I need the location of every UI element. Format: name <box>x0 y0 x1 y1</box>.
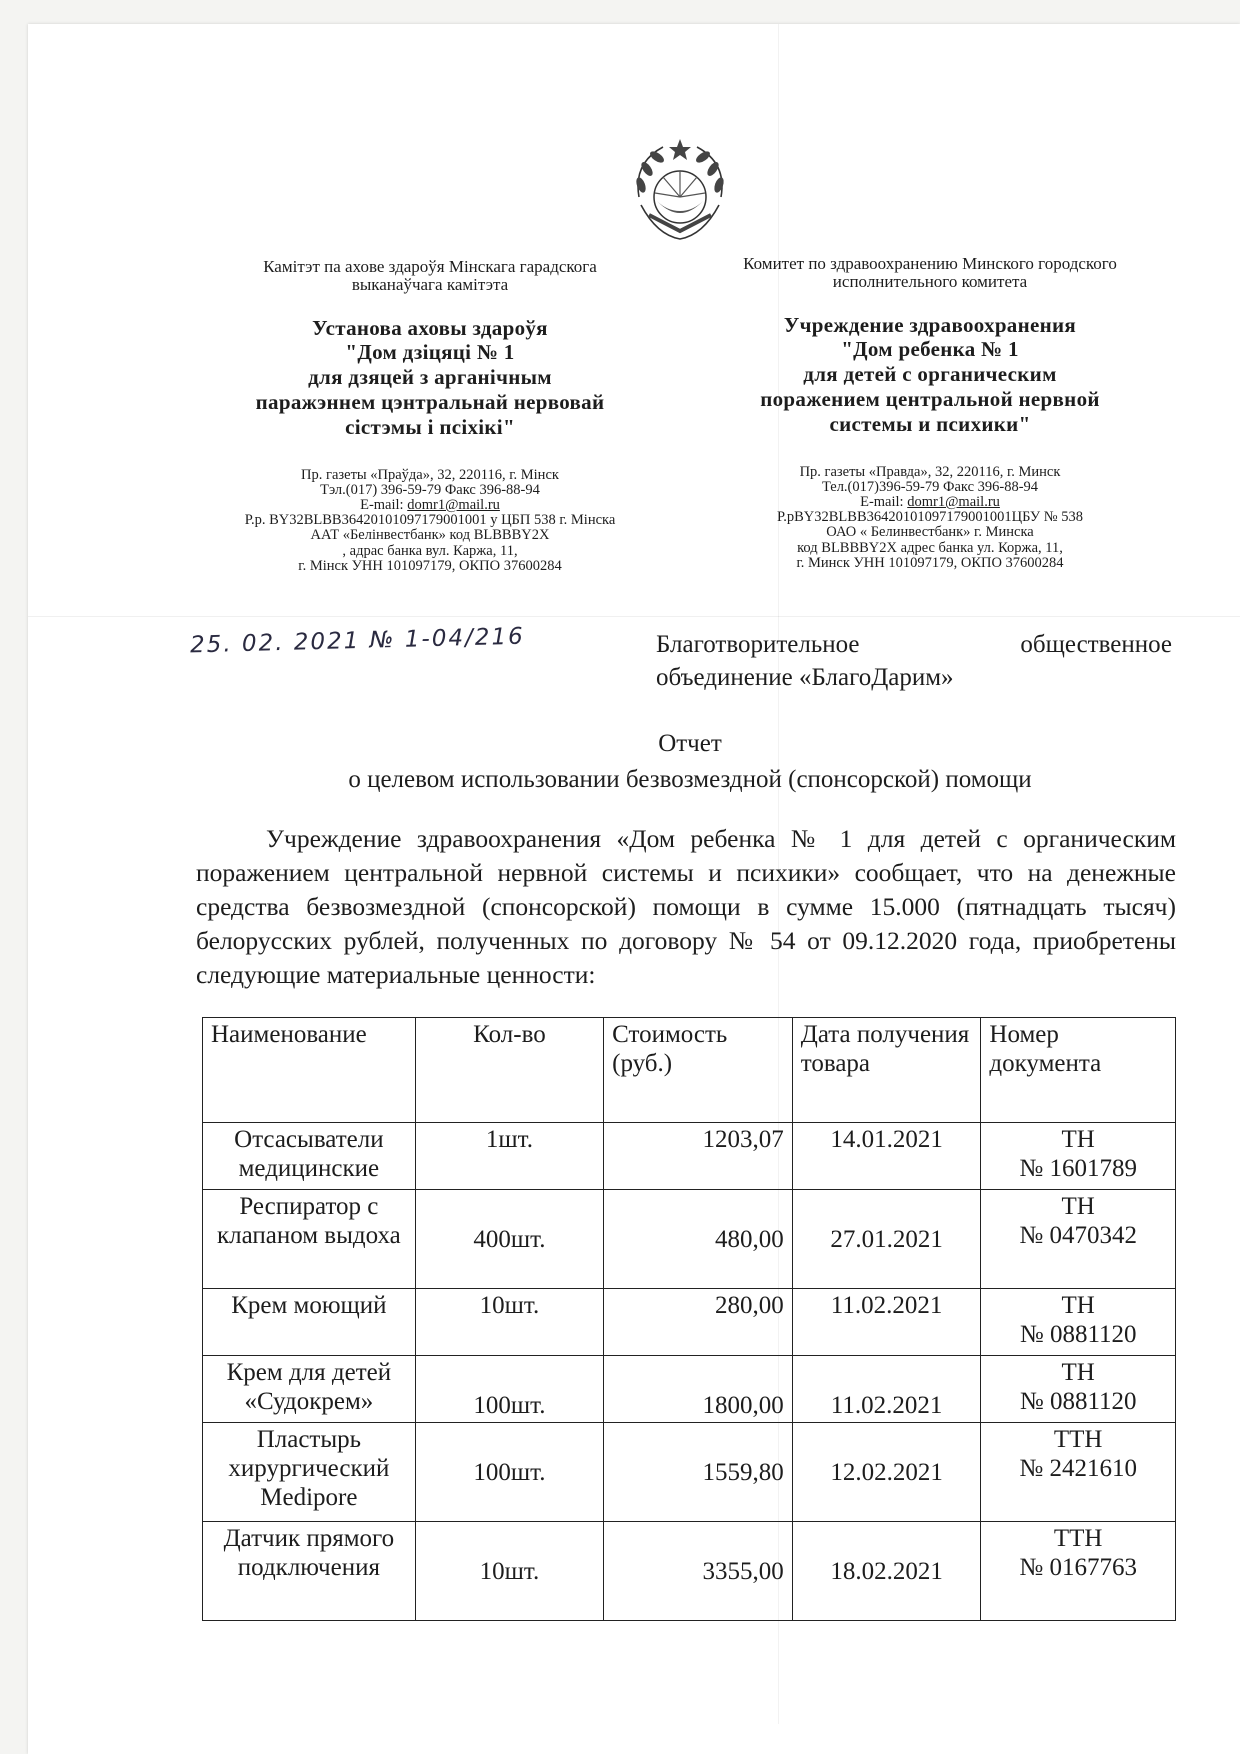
header-qty: Кол-во <box>415 1018 603 1123</box>
committee-name-ru: Комитет по здравоохранению Минского городского исполнительного комитета <box>743 254 1117 291</box>
table-row <box>203 1123 1176 1190</box>
report-body: Учреждение здравоохранения «Дом ребенка № 1 для детей с органическим поражением центральной нервной системы и психики» сообщает, что на денежные средства безвозмездной (спонсорской) помощи в сумме 15.000 (пятнадцать тысяч) белорусских рублей, полученных по договору № 54 от 09.12.2020 года, приобретены следующие материальные ценности: <box>196 824 1176 989</box>
committee-name-be: Камітэт па ахове здароўя Мінскага гарадскога выканаўчага камітэта <box>263 257 597 294</box>
item-date: 11.02.2021 <box>792 1289 981 1356</box>
item-date: 18.02.2021 <box>792 1522 981 1621</box>
item-cost: 1559,80 <box>604 1423 793 1522</box>
header-right <box>680 255 1180 571</box>
item-qty: 100шт. <box>415 1423 603 1522</box>
item-qty: 100шт. <box>415 1356 603 1423</box>
table-header-row <box>203 1018 1176 1123</box>
item-cost: 3355,00 <box>604 1522 793 1621</box>
item-qty: 10шт. <box>415 1289 603 1356</box>
contacts-be: Пр. газеты «Праўда», 32, 220116, г. Мінск Тэл.(017) 396-59-79 Факс 396-88-94 E-mail: domr1@mail.ru Р.р. BY32BLBB36420101097179001001 у ЦБП 538 г. Мінска ААТ «Белінвестбанк» код BLBBBY2X , адрас банка вул. Каржа, 11, г. Мінск УНН 101097179, ОКПО 37600284 <box>244 466 616 574</box>
item-name: Отсасыватели медицинские <box>203 1123 416 1190</box>
header-doc: Номер документа <box>981 1018 1176 1123</box>
item-doc: ТТН № 0167763 <box>981 1522 1176 1621</box>
item-doc: ТН № 0470342 <box>981 1190 1176 1289</box>
table-row <box>203 1356 1176 1423</box>
item-cost: 280,00 <box>604 1289 793 1356</box>
header-cost: Стоимость (руб.) <box>604 1018 793 1123</box>
item-cost: 1203,07 <box>604 1123 793 1190</box>
table-row <box>203 1522 1176 1621</box>
item-doc: ТН № 1601789 <box>981 1123 1176 1190</box>
item-name: Крем моющий <box>203 1289 416 1356</box>
state-emblem-icon <box>627 135 733 245</box>
report-subtitle: о целевом использовании безвозмездной (спонсорской) помощи <box>348 766 1032 793</box>
item-cost: 1800,00 <box>604 1356 793 1423</box>
items-table <box>202 1017 1176 1621</box>
item-name: Пластырь хирургический Medipore <box>203 1423 416 1522</box>
header-left <box>200 258 660 574</box>
item-date: 27.01.2021 <box>792 1190 981 1289</box>
addressee-line1-b: общественное <box>1020 631 1172 658</box>
table-row <box>203 1289 1176 1356</box>
item-doc: ТН № 0881120 <box>981 1289 1176 1356</box>
item-doc: ТН № 0881120 <box>981 1356 1176 1423</box>
item-qty: 10шт. <box>415 1522 603 1621</box>
table-row <box>203 1423 1176 1522</box>
fold-line-horizontal <box>28 616 1240 617</box>
item-date: 11.02.2021 <box>792 1356 981 1423</box>
item-qty: 400шт. <box>415 1190 603 1289</box>
item-doc: ТТН № 2421610 <box>981 1423 1176 1522</box>
item-cost: 480,00 <box>604 1190 793 1289</box>
addressee-line2: объединение «БлагоДарим» <box>656 664 954 691</box>
item-name: Респиратор с клапаном выдоха <box>203 1190 416 1289</box>
institution-name-be: Установа аховы здароўя "Дом дзіцяці № 1 для дзяцей з арганічным паражэннем цэнтральнай нервовай сістэмы і псіхікі" <box>255 315 605 439</box>
handwritten-reference: 25. 02. 2021 № 1-04/216 <box>189 623 525 659</box>
table-row <box>203 1190 1176 1289</box>
institution-name-ru: Учреждение здравоохранения "Дом ребенка № 1 для детей с органическим поражением центральной нервной системы и психики" <box>760 312 1100 436</box>
item-date: 12.02.2021 <box>792 1423 981 1522</box>
header-date: Дата получения товара <box>792 1018 981 1123</box>
item-date: 14.01.2021 <box>792 1123 981 1190</box>
report-title: Отчет <box>658 730 722 757</box>
addressee <box>656 628 1172 694</box>
contacts-ru: Пр. газеты «Правда», 32, 220116, г. Минск Тел.(017)396-59-79 Факс 396-88-94 E-mail: domr1@mail.ru Р.рBY32BLBB36420101097179001001ЦБУ № 538 ОАО « Белинвестбанк» г. Минска код BLBBBY2X адрес банка ул. Коржа, 11, г. Минск УНН 101097179, ОКПО 37600284 <box>776 463 1084 571</box>
item-qty: 1шт. <box>415 1123 603 1190</box>
addressee-line1-a: Благотворительное <box>656 631 860 658</box>
item-name: Датчик прямого подключения <box>203 1522 416 1621</box>
item-name: Крем для детей «Судокрем» <box>203 1356 416 1423</box>
header-name: Наименование <box>203 1018 416 1123</box>
